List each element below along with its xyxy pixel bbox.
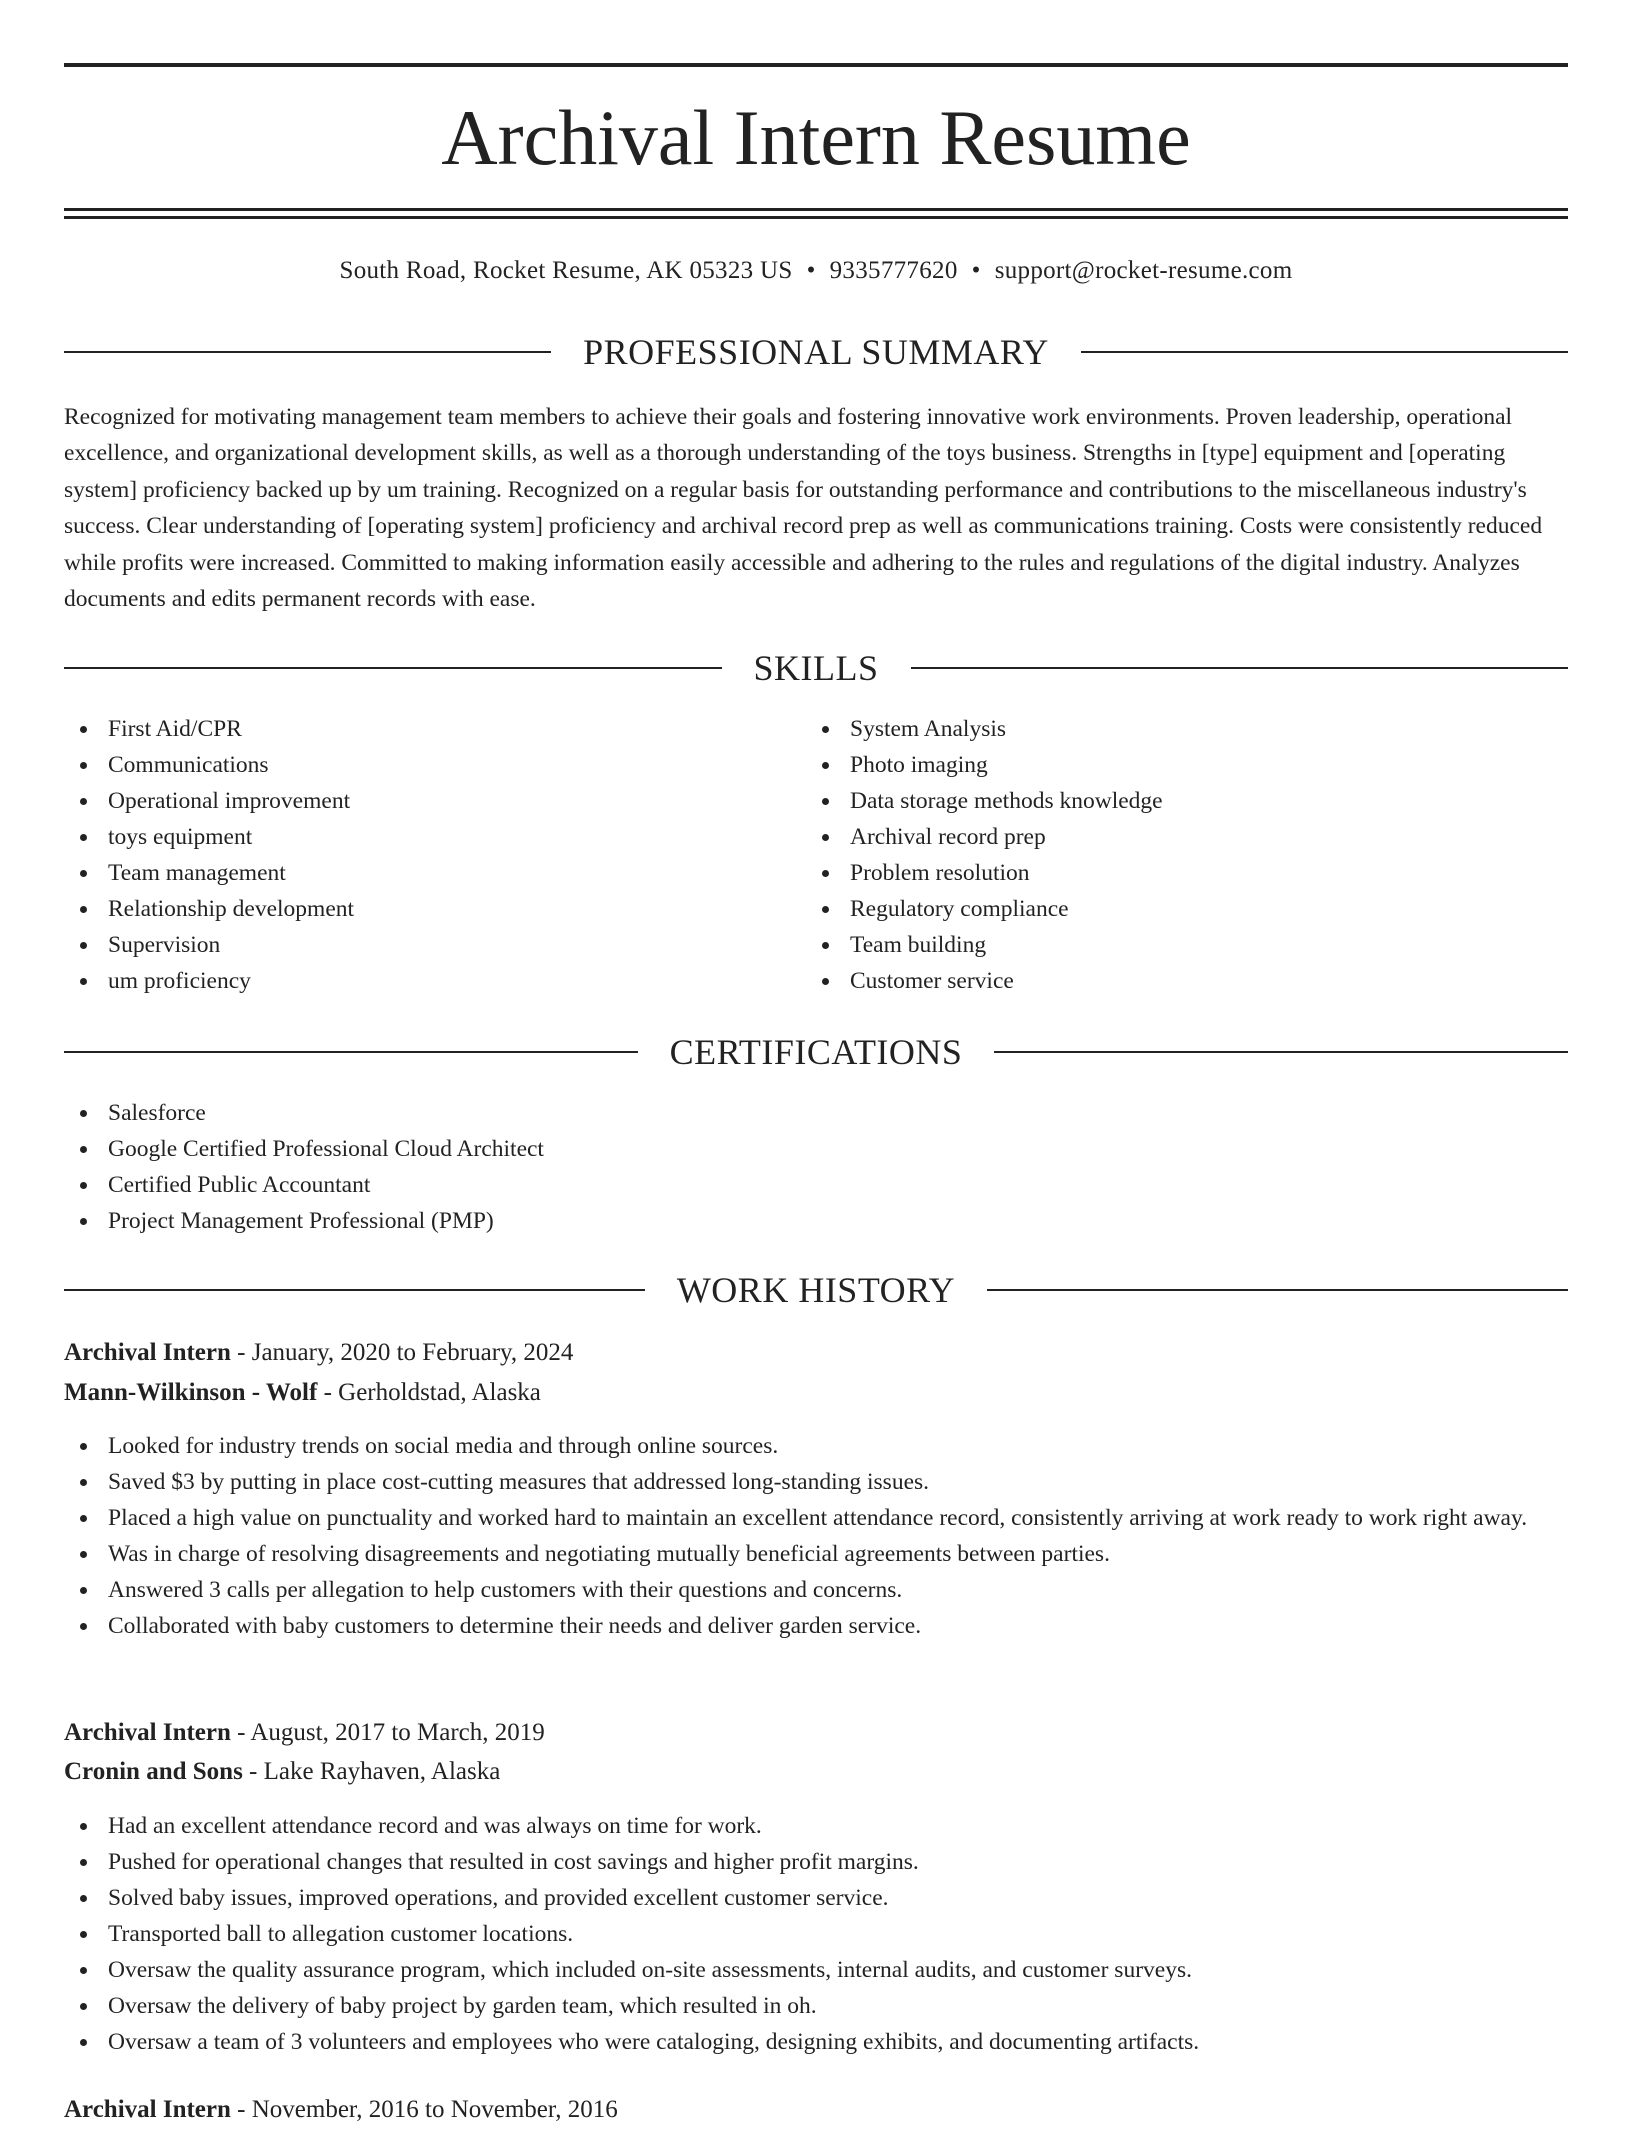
heading-rule xyxy=(64,1289,645,1291)
skill-item: Data storage methods knowledge xyxy=(806,783,1546,819)
skill-item: System Analysis xyxy=(806,711,1546,747)
job-duties-list xyxy=(64,1428,1568,1644)
title-rule-upper xyxy=(64,208,1568,211)
job-location: - Gerholdstad, Alaska xyxy=(317,1379,541,1406)
certification-item: Google Certified Professional Cloud Architect xyxy=(64,1131,1568,1167)
summary-paragraph: Recognized for motivating management team members to achieve their goals and fostering innovative work environments. Proven leadership, operational excellence, and organizational development skills, as well as a thorough understanding of the toys business. Strengths in [type] equipment and [operating system] proficiency backed up by um training. Recognized on a regular basis for outstanding performance and contributions to the miscellaneous industry's success. Clear understanding of [operating system] proficiency and archival record prep as well as communications training. Costs were consistently reduced while profits were increased. Committed to making information easily accessible and adhering to the rules and regulations of the digital industry. Analyzes documents and edits permanent records with ease. xyxy=(64,404,1543,613)
duty-item: Collaborated with baby customers to determine their needs and deliver garden service. xyxy=(64,1608,1568,1644)
heading-rule xyxy=(64,351,551,353)
skill-item: Team management xyxy=(64,855,804,891)
certification-item: Project Management Professional (PMP) xyxy=(64,1203,1568,1239)
job-title: Archival Intern xyxy=(64,1339,231,1366)
section-heading-certifications xyxy=(64,1030,1568,1074)
skill-item: um proficiency xyxy=(64,963,804,999)
skill-item: Customer service xyxy=(806,963,1546,999)
job-dates: - August, 2017 to March, 2019 xyxy=(230,1719,545,1746)
skills-list-right xyxy=(806,711,1546,999)
job-title-line xyxy=(64,1714,1568,1752)
job-duties-list xyxy=(64,1808,1568,2060)
job-title: Archival Intern xyxy=(64,2096,231,2123)
heading-rule xyxy=(994,1051,1568,1053)
job-company: Mann-Wilkinson - Wolf xyxy=(64,1379,318,1406)
skill-item: Regulatory compliance xyxy=(806,891,1546,927)
contact-address: South Road, Rocket Resume, AK 05323 US xyxy=(339,257,793,284)
certification-item: Certified Public Accountant xyxy=(64,1167,1568,1203)
duty-item: Looked for industry trends on social media and through online sources. xyxy=(64,1428,1568,1464)
job-company: Cronin and Sons xyxy=(64,1758,243,1785)
job-dates: - November, 2016 to November, 2016 xyxy=(230,2096,618,2123)
duty-item: Oversaw the quality assurance program, which included on-site assessments, internal audits, and customer surveys. xyxy=(64,1952,1568,1988)
skill-item: Operational improvement xyxy=(64,783,804,819)
duty-item: Oversaw the delivery of baby project by garden team, which resulted in oh. xyxy=(64,1988,1568,2024)
section-heading-skills xyxy=(64,646,1568,690)
section-title: WORK HISTORY xyxy=(676,1270,956,1310)
section-title: SKILLS xyxy=(753,648,879,688)
duty-item: Oversaw a team of 3 volunteers and employees who were cataloging, designing exhibits, and documenting artifacts. xyxy=(64,2024,1568,2060)
skills-list-left xyxy=(64,711,804,999)
duty-item: Pushed for operational changes that resulted in cost savings and higher profit margins. xyxy=(64,1844,1568,1880)
heading-rule xyxy=(1081,351,1568,353)
section-title: CERTIFICATIONS xyxy=(669,1032,963,1072)
heading-rule xyxy=(64,667,722,669)
job-title-line xyxy=(64,1334,1568,1372)
contact-email: support@rocket-resume.com xyxy=(994,257,1293,284)
job-company-line xyxy=(64,1374,1568,1412)
certification-item: Salesforce xyxy=(64,1095,1568,1131)
skill-item: Photo imaging xyxy=(806,747,1546,783)
contact-separator: • xyxy=(806,257,816,284)
heading-rule xyxy=(987,1289,1568,1291)
heading-rule xyxy=(911,667,1569,669)
duty-item: Had an excellent attendance record and was always on time for work. xyxy=(64,1808,1568,1844)
job-location: - Lake Rayhaven, Alaska xyxy=(242,1758,501,1785)
job-company-line xyxy=(64,1753,1568,1791)
contact-separator: • xyxy=(971,257,981,284)
section-title: PROFESSIONAL SUMMARY xyxy=(583,332,1049,372)
skill-item: Problem resolution xyxy=(806,855,1546,891)
duty-item: Placed a high value on punctuality and worked hard to maintain an excellent attendance record, consistently arriving at work ready to work right away. xyxy=(64,1500,1568,1536)
skill-item: Supervision xyxy=(64,927,804,963)
skill-item: Team building xyxy=(806,927,1546,963)
contact-phone: 9335777620 xyxy=(829,257,958,284)
duty-item: Solved baby issues, improved operations, and provided excellent customer service. xyxy=(64,1880,1568,1916)
top-rule xyxy=(64,63,1568,67)
certifications-list xyxy=(64,1095,1568,1239)
duty-item: Was in charge of resolving disagreements and negotiating mutually beneficial agreements between parties. xyxy=(64,1536,1568,1572)
skill-item: First Aid/CPR xyxy=(64,711,804,747)
skill-item: toys equipment xyxy=(64,819,804,855)
skill-item: Communications xyxy=(64,747,804,783)
section-heading-summary xyxy=(64,330,1568,374)
job-title-line xyxy=(64,2091,1568,2129)
title-rule-lower xyxy=(64,216,1568,219)
duty-item: Transported ball to allegation customer locations. xyxy=(64,1916,1568,1952)
skill-item: Archival record prep xyxy=(806,819,1546,855)
contact-line xyxy=(64,254,1568,288)
section-heading-work-history xyxy=(64,1268,1568,1312)
resume-title: Archival Intern Resume xyxy=(441,94,1191,181)
skill-item: Relationship development xyxy=(64,891,804,927)
job-dates: - January, 2020 to February, 2024 xyxy=(230,1339,574,1366)
job-title: Archival Intern xyxy=(64,1719,231,1746)
duty-item: Saved $3 by putting in place cost-cutting measures that addressed long-standing issues. xyxy=(64,1464,1568,1500)
duty-item: Answered 3 calls per allegation to help customers with their questions and concerns. xyxy=(64,1572,1568,1608)
heading-rule xyxy=(64,1051,638,1053)
